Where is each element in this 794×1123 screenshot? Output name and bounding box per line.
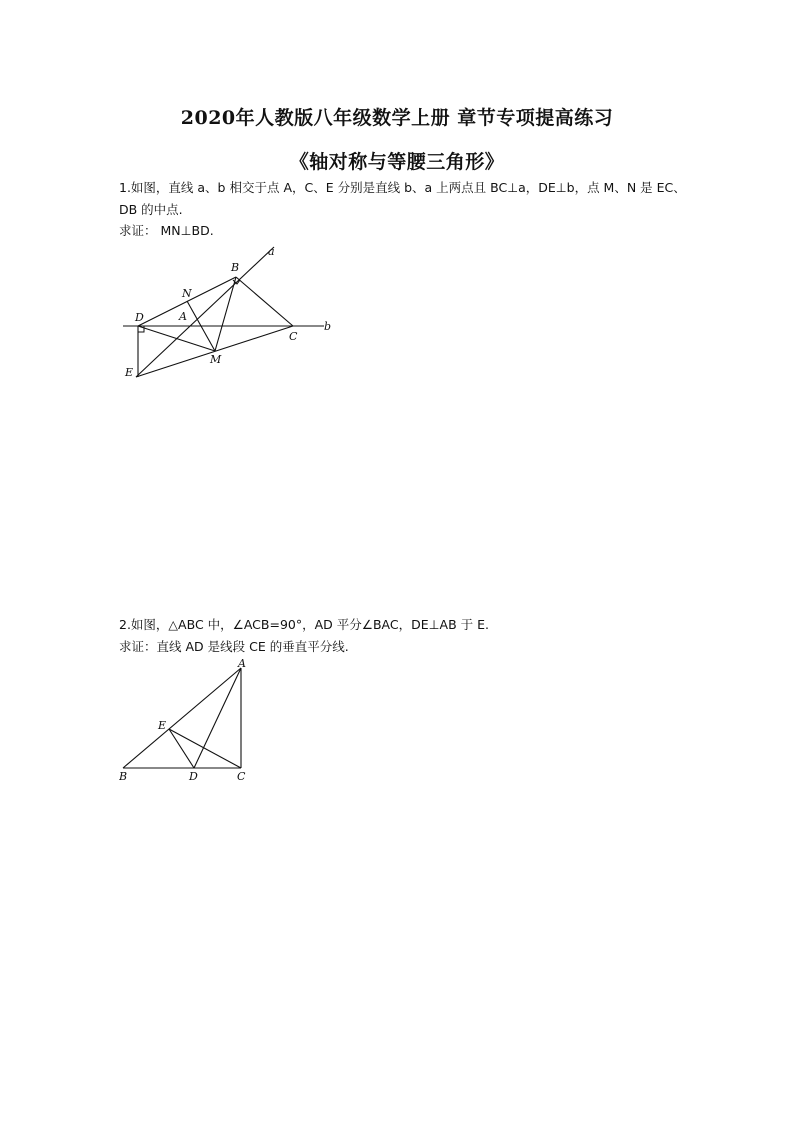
label-A: A (238, 658, 246, 670)
problem-2-figure (119, 658, 259, 783)
label-N: N (182, 287, 192, 300)
segment-AB (123, 668, 241, 768)
segment-EC (169, 729, 241, 768)
problem-1-statement-line1: 1.如图，直线 a、b 相交于点 A，C、E 分别是直线 b、a 上两点且 BC⊥a，DE⊥b，点 M、N 是 EC、 (119, 180, 686, 195)
label-B: B (231, 261, 240, 274)
segment-AD (194, 668, 241, 768)
label-E: E (158, 719, 167, 732)
label-D: D (135, 311, 144, 324)
label-D: D (189, 770, 198, 783)
line-a (136, 247, 274, 377)
document-title: 2020年人教版八年级数学上册 章节专项提高练习 (180, 107, 614, 129)
label-b: b (324, 320, 332, 333)
segment-EC (136, 326, 293, 377)
label-A: A (179, 310, 187, 323)
problem-1-figure (119, 240, 334, 390)
segment-MB (215, 277, 236, 351)
problem-2-statement: 2.如图，△ABC 中，∠ACB=90°，AD 平分∠BAC，DE⊥AB 于 E. (119, 617, 489, 632)
problem-2-prove: 求证：直线 AD 是线段 CE 的垂直平分线. (119, 639, 349, 654)
segment-BC (236, 277, 293, 326)
problem-1-prove: 求证： MN⊥BD. (119, 223, 214, 238)
document-subtitle: 《轴对称与等腰三角形》 (289, 151, 505, 173)
label-C: C (237, 770, 246, 783)
label-M: M (210, 353, 222, 366)
label-a: a (268, 245, 275, 258)
problem-1-statement-line2: DB 的中点. (119, 202, 183, 217)
segment-DE (169, 729, 194, 768)
label-E: E (125, 366, 134, 379)
label-B: B (119, 770, 128, 783)
label-C: C (289, 330, 298, 343)
